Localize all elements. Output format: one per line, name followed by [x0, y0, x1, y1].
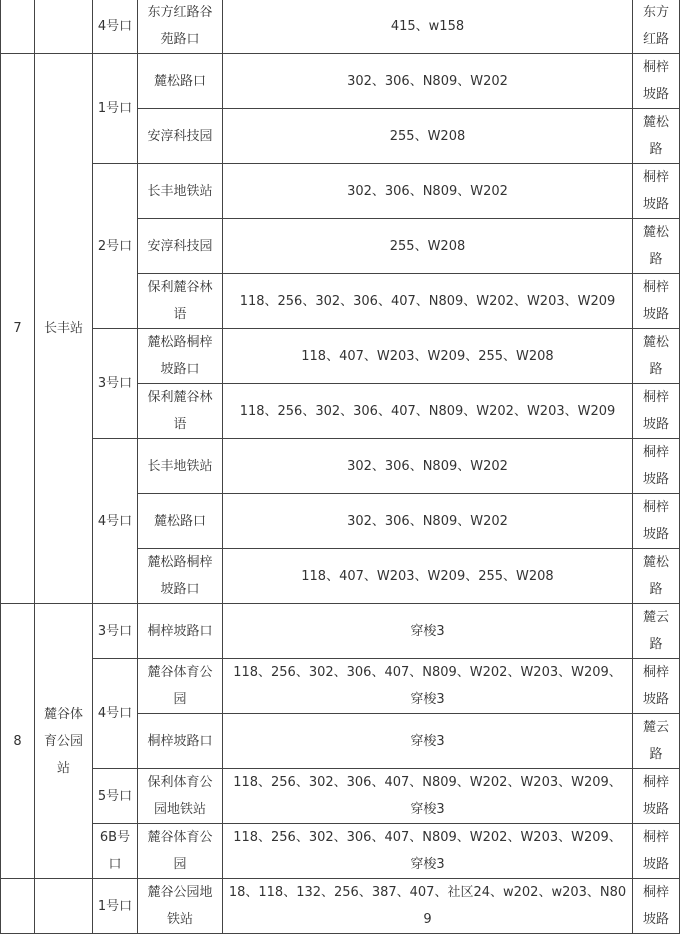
station-name-cell: 长丰站	[35, 54, 93, 604]
road-cell: 麓松路	[633, 549, 680, 604]
road-cell: 麓松路	[633, 219, 680, 274]
exit-cell: 4号口	[93, 0, 138, 54]
bus-routes-cell: 118、256、302、306、407、N809、W202、W203、W209、穿梭3	[223, 659, 633, 714]
bus-routes-cell: 302、306、N809、W202	[223, 164, 633, 219]
bus-routes-cell: 18、118、132、256、387、407、社区24、w202、w203、N809	[223, 879, 633, 934]
exit-cell: 3号口	[93, 604, 138, 659]
road-cell: 麓云路	[633, 604, 680, 659]
table-row	[1, 329, 680, 384]
exit-cell: 1号口	[93, 54, 138, 164]
bus-stop-cell: 安淳科技园	[138, 109, 223, 164]
station-name-cell: 麓谷体育公园站	[35, 604, 93, 879]
road-cell: 桐梓坡路	[633, 164, 680, 219]
bus-routes-cell: 255、W208	[223, 109, 633, 164]
bus-routes-cell: 118、407、W203、W209、255、W208	[223, 549, 633, 604]
bus-stop-cell: 长丰地铁站	[138, 164, 223, 219]
bus-stop-cell: 保利麓谷林语	[138, 274, 223, 329]
station-name-cell	[35, 879, 93, 934]
road-cell: 桐梓坡路	[633, 274, 680, 329]
bus-routes-cell: 118、256、302、306、407、N809、W202、W203、W209、穿梭3	[223, 769, 633, 824]
bus-stop-cell: 保利麓谷林语	[138, 384, 223, 439]
bus-stop-cell: 麓谷公园地铁站	[138, 879, 223, 934]
road-cell: 桐梓坡路	[633, 824, 680, 879]
road-cell: 桐梓坡路	[633, 769, 680, 824]
bus-routes-cell: 118、407、W203、W209、255、W208	[223, 329, 633, 384]
table-row	[1, 0, 680, 54]
road-cell: 东方红路	[633, 0, 680, 54]
exit-cell: 3号口	[93, 329, 138, 439]
road-cell: 桐梓坡路	[633, 439, 680, 494]
exit-cell: 4号口	[93, 439, 138, 604]
bus-stop-cell: 东方红路谷苑路口	[138, 0, 223, 54]
bus-routes-cell: 118、256、302、306、407、N809、W202、W203、W209	[223, 274, 633, 329]
table-row	[1, 769, 680, 824]
road-cell: 桐梓坡路	[633, 494, 680, 549]
bus-stop-cell: 长丰地铁站	[138, 439, 223, 494]
bus-routes-cell: 302、306、N809、W202	[223, 54, 633, 109]
table-row	[1, 54, 680, 109]
bus-stop-cell: 麓谷体育公园	[138, 824, 223, 879]
bus-stop-cell: 麓松路桐梓坡路口	[138, 549, 223, 604]
table-row	[1, 604, 680, 659]
road-cell: 桐梓坡路	[633, 384, 680, 439]
road-cell: 桐梓坡路	[633, 54, 680, 109]
bus-routes-cell: 415、w158	[223, 0, 633, 54]
road-cell: 麓松路	[633, 109, 680, 164]
exit-cell: 5号口	[93, 769, 138, 824]
station-index-cell	[1, 0, 35, 54]
bus-stop-cell: 麓松路口	[138, 54, 223, 109]
bus-stop-cell: 麓松路桐梓坡路口	[138, 329, 223, 384]
road-cell: 麓松路	[633, 329, 680, 384]
table-row	[1, 659, 680, 714]
exit-cell: 2号口	[93, 164, 138, 329]
bus-routes-cell: 118、256、302、306、407、N809、W202、W203、W209	[223, 384, 633, 439]
bus-stop-cell: 麓谷体育公园	[138, 659, 223, 714]
station-index-cell: 8	[1, 604, 35, 879]
exit-cell: 6B号口	[93, 824, 138, 879]
exit-cell: 4号口	[93, 659, 138, 769]
bus-routes-cell: 302、306、N809、W202	[223, 494, 633, 549]
bus-routes-cell: 穿梭3	[223, 714, 633, 769]
road-cell: 桐梓坡路	[633, 879, 680, 934]
road-cell: 桐梓坡路	[633, 659, 680, 714]
bus-stop-cell: 桐梓坡路口	[138, 604, 223, 659]
exit-cell: 1号口	[93, 879, 138, 934]
station-name-cell	[35, 0, 93, 54]
table-row	[1, 824, 680, 879]
bus-routes-cell: 255、W208	[223, 219, 633, 274]
bus-routes-cell: 穿梭3	[223, 604, 633, 659]
station-index-cell: 7	[1, 54, 35, 604]
table-row	[1, 439, 680, 494]
bus-stop-cell: 保利体育公园地铁站	[138, 769, 223, 824]
road-cell: 麓云路	[633, 714, 680, 769]
bus-routes-cell: 118、256、302、306、407、N809、W202、W203、W209、穿梭3	[223, 824, 633, 879]
bus-stop-cell: 桐梓坡路口	[138, 714, 223, 769]
station-index-cell	[1, 879, 35, 934]
table-row	[1, 164, 680, 219]
bus-stop-cell: 麓松路口	[138, 494, 223, 549]
bus-routes-cell: 302、306、N809、W202	[223, 439, 633, 494]
bus-stop-cell: 安淳科技园	[138, 219, 223, 274]
table-row	[1, 879, 680, 934]
